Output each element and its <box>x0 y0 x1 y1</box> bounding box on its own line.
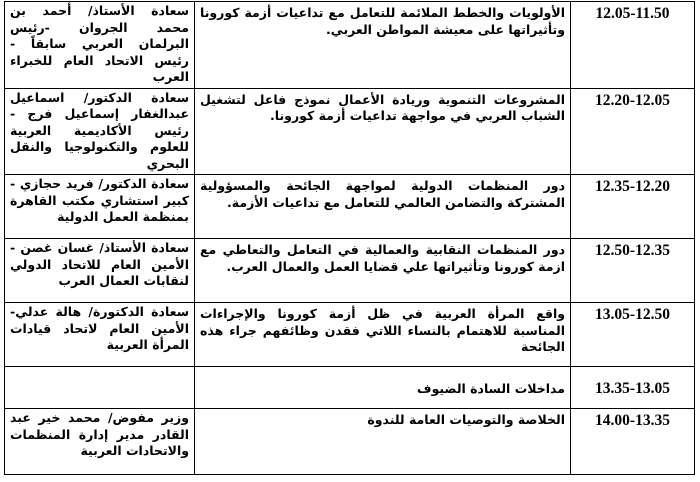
topic-cell: مداخلات السادة الضيوف <box>195 367 571 409</box>
table-row <box>5 303 695 367</box>
time-cell: 13.35-13.05 <box>571 367 695 409</box>
speaker-cell: سعادة الأستاذ/ غسان غصن - الأمين العام للاتحاد الدولي لنقابات العمال العرب <box>5 239 195 303</box>
speaker-cell: سعادة الدكتورة/ هالة عدلي- الأمين العام لاتحاد قيادات المرأة العربية <box>5 303 195 367</box>
speaker-cell: سعادة الدكتور/ اسماعيل عبدالغفار إسماعيل فرج - رئيس الأكاديمية العربية للعلوم والتكنولوجيا والنقل البحري <box>5 88 195 175</box>
topic-cell: الخلاصة والتوصيات العامة للندوة <box>195 409 571 475</box>
speaker-cell: سعادة الأستاذ/ أحمد بن محمد الجروان -رئيس البرلمان العربي سابقاً - رئيس الاتحاد العام للخبراء العرب <box>5 2 195 89</box>
time-cell: 13.05-12.50 <box>571 303 695 367</box>
table-row <box>5 2 695 89</box>
table-row <box>5 88 695 175</box>
time-cell: 14.00-13.35 <box>571 409 695 475</box>
topic-cell: الأولويات والخطط الملائمة للتعامل مع تداعيات أزمة كورونا وتأثيراتها على معيشة المواطن العربي. <box>195 2 571 89</box>
speaker-cell: سعادة الدكتور/ فريد حجازي - كبير استشاري مكتب القاهرة بمنظمة العمل الدولية <box>5 175 195 239</box>
time-cell: 12.35-12.20 <box>571 175 695 239</box>
time-cell: 12.50-12.35 <box>571 239 695 303</box>
topic-cell: المشروعات التنموية وريادة الأعمال نموذج فاعل لتشغيل الشباب العربي في مواجهة تداعيات أزمة كورونا. <box>195 88 571 175</box>
topic-cell: واقع المرأة العربية في ظل أزمة كورونا والإجراءات المناسبة للاهتمام بالنساء اللاتي فقدن وظائفهم جراء هذه الجائحة <box>195 303 571 367</box>
table-row <box>5 175 695 239</box>
time-cell: 12.05-11.50 <box>571 2 695 89</box>
table-row <box>5 239 695 303</box>
time-cell: 12.20-12.05 <box>571 88 695 175</box>
table-row <box>5 367 695 409</box>
speaker-cell <box>5 367 195 409</box>
table-row <box>5 409 695 475</box>
topic-cell: دور المنظمات الدولية لمواجهة الجائحة والمسؤولية المشتركة والتضامن العالمي للتعامل مع تداعيات الأزمة. <box>195 175 571 239</box>
agenda-table <box>4 1 695 475</box>
topic-cell: دور المنظمات النقابية والعمالية في التعامل والتعاطي مع ازمة كورونا وتأثيراتها علي قضايا العمل والعمال العرب. <box>195 239 571 303</box>
speaker-cell: وزير مفوض/ محمد خير عبد القادر مدير إدارة المنظمات والاتحادات العربية <box>5 409 195 475</box>
